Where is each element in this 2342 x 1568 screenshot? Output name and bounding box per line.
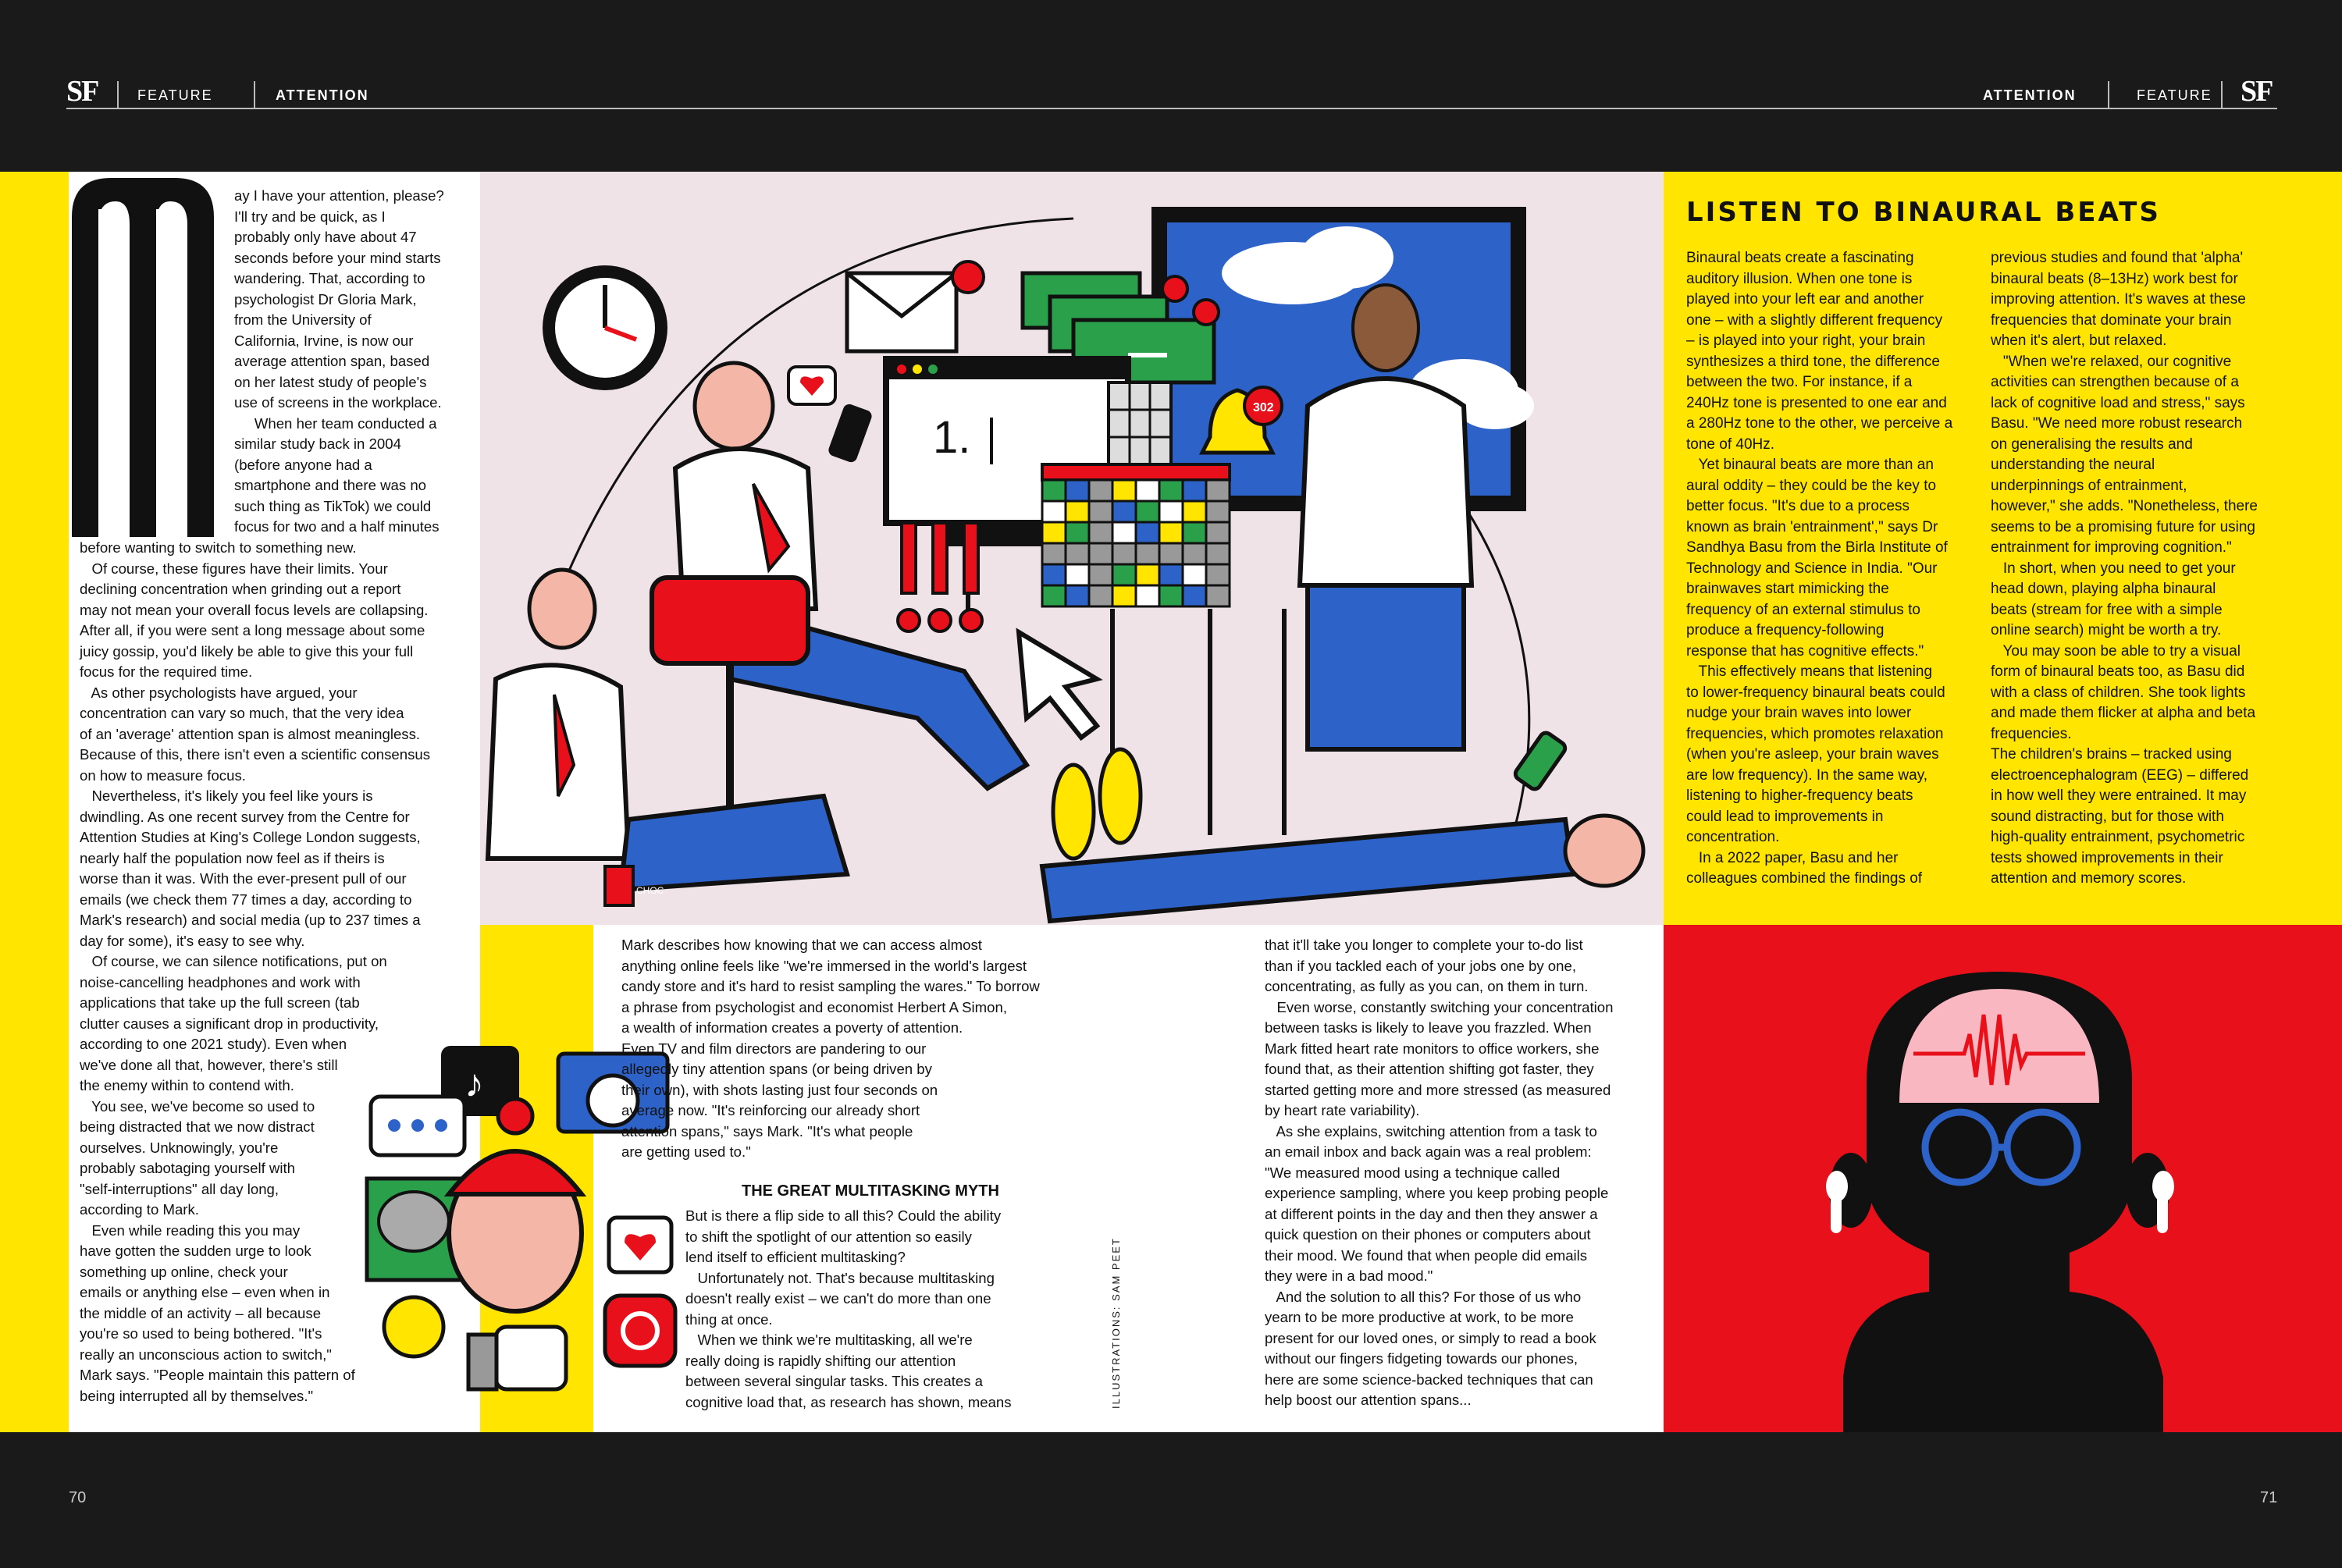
calendar-cell bbox=[1112, 480, 1136, 501]
text-line: average now. "It's reinforcing our already short bbox=[621, 1102, 920, 1118]
calendar-cell bbox=[1206, 543, 1230, 564]
calendar-cell bbox=[1066, 480, 1089, 501]
lying-man bbox=[1042, 731, 1643, 921]
text-line: known as brain 'entrainment'," says Dr bbox=[1686, 518, 1938, 535]
text-line: juicy gossip, you'd likely be able to give this your full bbox=[80, 642, 414, 660]
text-line: Mark's research) and social media (up to 237 times a bbox=[80, 912, 421, 928]
text-line: Even TV and film directors are pandering to our bbox=[621, 1040, 927, 1057]
text-line: at different points in the day and then they answer a bbox=[1265, 1205, 1598, 1222]
text-line: a 280Hz tone to the other, we perceive a bbox=[1686, 415, 1953, 432]
text-line: Mark describes how knowing that we can access almost bbox=[621, 937, 982, 953]
text-line: As she explains, switching attention from a task to bbox=[1265, 1122, 1597, 1140]
snack-label: CHOC bbox=[636, 885, 664, 896]
calendar-cell bbox=[1159, 522, 1183, 543]
text-line: here are some science-backed techniques that can bbox=[1265, 1371, 1593, 1388]
text-line: concentrating, as fully as you can, on them in turn. bbox=[1265, 978, 1589, 994]
calendar-cell bbox=[1206, 480, 1230, 501]
text-line: something up online, check your bbox=[80, 1263, 288, 1280]
calendar-cell bbox=[1206, 522, 1230, 543]
text-line: Yet binaural beats are more than an bbox=[1686, 457, 1934, 473]
text-line: help boost our attention spans... bbox=[1265, 1392, 1472, 1408]
text-line: yearn to be more productive at work, to be more bbox=[1265, 1309, 1574, 1325]
calendar-cell bbox=[1136, 564, 1159, 585]
text-line: tone of 40Hz. bbox=[1686, 436, 1775, 453]
text-line: You see, we've become so used to bbox=[80, 1097, 315, 1115]
text-line: the enemy within to contend with. bbox=[80, 1077, 294, 1093]
text-line: sound distracting, but for those with bbox=[1991, 808, 2224, 825]
instagram-icon bbox=[605, 1296, 675, 1366]
text-line: one – with a slightly different frequency bbox=[1686, 311, 1943, 329]
office-scene-illustration bbox=[480, 172, 1664, 925]
calendar-cell bbox=[1136, 522, 1159, 543]
text-line: (before anyone had a bbox=[234, 456, 372, 473]
text-line: colleagues combined the findings of bbox=[1686, 870, 1923, 887]
text-line: auditory illusion. When one tone is bbox=[1686, 270, 1913, 287]
calendar-cell bbox=[1183, 543, 1206, 564]
text-line: Of course, these figures have their limits. Your bbox=[80, 560, 388, 577]
chat-bubble-icon bbox=[371, 1097, 464, 1155]
text-line: a wealth of information creates a poverty of attention. bbox=[621, 1019, 963, 1036]
text-line: synthesizes a third tone, the difference bbox=[1686, 353, 1940, 370]
calendar-cell bbox=[1183, 480, 1206, 501]
text-line: "We measured mood using a technique called bbox=[1265, 1164, 1561, 1181]
text-line: When we think we're multitasking, all we're bbox=[685, 1332, 973, 1348]
text-line: a phrase from psychologist and economist Herbert A Simon, bbox=[621, 998, 1008, 1015]
text-line: have gotten the sudden urge to look bbox=[80, 1243, 311, 1259]
text-line: attention spans," says Mark. "It's what people bbox=[621, 1122, 913, 1140]
section-label-left: FEATURE bbox=[137, 87, 213, 103]
text-line: probably only have about 47 bbox=[234, 229, 417, 245]
text-line: electroencephalogram (EEG) – differed bbox=[1991, 766, 2249, 784]
dropcap-letter: M bbox=[72, 178, 73, 179]
text-line: high-quality entrainment, psychometric bbox=[1991, 829, 2245, 845]
calendar-cell bbox=[1112, 543, 1136, 564]
cursor-icon bbox=[1019, 632, 1097, 738]
calendar-cell bbox=[1206, 501, 1230, 522]
text-line: brainwaves start mimicking the bbox=[1686, 581, 1889, 597]
text-line: to lower-frequency binaural beats could bbox=[1686, 684, 1945, 701]
calendar-cell bbox=[1066, 564, 1089, 585]
text-line: an email inbox and back again was a real problem: bbox=[1265, 1143, 1592, 1160]
text-line: without our fingers fidgeting towards our phones, bbox=[1265, 1350, 1579, 1367]
calendar-cell bbox=[1183, 585, 1206, 606]
calendar-grid bbox=[1042, 464, 1230, 606]
text-line: emails (we check them 77 times a day, according to bbox=[80, 891, 412, 908]
boxout-col-b bbox=[1991, 248, 2258, 890]
calendar-cell bbox=[1159, 585, 1183, 606]
text-line: on how to measure focus. bbox=[80, 766, 246, 784]
calendar-cell bbox=[1089, 543, 1112, 564]
text-line: their mood. We found that when people did emails bbox=[1265, 1246, 1588, 1264]
text-line: response that has cognitive effects." bbox=[1686, 642, 1924, 660]
text-line: Sandhya Basu from the Birla Institute of bbox=[1686, 539, 1948, 556]
calendar-cell bbox=[1159, 564, 1183, 585]
text-line: when it's alert, but relaxed. bbox=[1991, 332, 2167, 349]
text-line: Technology and Science in India. "Our bbox=[1686, 560, 1938, 577]
calendar-cell bbox=[1159, 480, 1183, 501]
text-line: nearly half the population now feel as if theirs is bbox=[80, 849, 385, 866]
text-line: "When we're relaxed, our cognitive bbox=[1991, 353, 2232, 370]
text-line: ay I have your attention, please? bbox=[234, 187, 444, 204]
text-line: clutter causes a significant drop in productivity, bbox=[80, 1015, 379, 1032]
calendar-cell bbox=[1089, 501, 1112, 522]
text-line: by heart rate variability). bbox=[1265, 1102, 1420, 1118]
text-line: improving attention. It's waves at these bbox=[1991, 291, 2246, 308]
text-line: focus for the required time. bbox=[80, 663, 253, 680]
text-line: according to one 2021 study). Even when bbox=[80, 1036, 347, 1052]
text-line: between several singular tasks. This creates a bbox=[685, 1373, 984, 1389]
calendar-cell bbox=[1112, 522, 1136, 543]
text-line: previous studies and found that 'alpha' bbox=[1991, 250, 2244, 266]
text-line: In short, when you need to get your bbox=[1991, 560, 2236, 577]
subhead-multitasking: THE GREAT MULTITASKING MYTH bbox=[742, 1182, 999, 1200]
calendar-cell bbox=[1136, 543, 1159, 564]
article-col2 bbox=[621, 935, 1040, 1163]
header-divider bbox=[254, 81, 255, 108]
text-line: Even worse, constantly switching your concentration bbox=[1265, 998, 1614, 1015]
text-line: quick question on their phones or computers about bbox=[1265, 1226, 1591, 1243]
text-line: frequency of an external stimulus to bbox=[1686, 601, 1920, 618]
calendar-cell bbox=[1042, 585, 1066, 606]
text-line: their own), with shots lasting just four seconds on bbox=[621, 1081, 938, 1098]
thumbs-up-icon bbox=[468, 1327, 566, 1389]
text-line: such thing as TikTok) we could bbox=[234, 497, 432, 514]
text-line: nudge your brain waves into lower bbox=[1686, 705, 1912, 721]
text-line: focus for two and a half minutes bbox=[234, 518, 440, 535]
calendar-cell bbox=[1136, 585, 1159, 606]
text-line: You may soon be able to try a visual bbox=[1991, 642, 2241, 660]
logo-left: SF bbox=[66, 75, 98, 108]
text-line: This effectively means that listening bbox=[1686, 663, 1933, 680]
calendar-cell bbox=[1042, 480, 1066, 501]
text-line: between tasks is likely to leave you frazzled. When bbox=[1265, 1019, 1592, 1036]
text-line: may not mean your overall focus levels are collapsing. bbox=[80, 601, 429, 618]
calendar-cell bbox=[1089, 564, 1112, 585]
heart-bubble-icon bbox=[609, 1218, 671, 1272]
text-line: day for some), it's easy to see why. bbox=[80, 932, 305, 949]
text-line: really an unconscious action to switch," bbox=[80, 1346, 332, 1363]
text-line: frequencies, which promotes relaxation bbox=[1686, 725, 1944, 742]
text-line: you're so used to being bothered. "It's bbox=[80, 1325, 322, 1342]
left-yellow-strip bbox=[0, 172, 69, 1432]
text-line: aural oddity – they could be the key to bbox=[1686, 477, 1937, 494]
article-col1-top bbox=[234, 186, 444, 538]
envelope-icon bbox=[847, 261, 984, 351]
text-line: applications that take up the full screen (tab bbox=[80, 994, 360, 1011]
text-line: Basu. "We need more robust research bbox=[1991, 415, 2243, 432]
text-line: cognitive load that, as research has shown, means bbox=[685, 1393, 1012, 1410]
calendar-cell bbox=[1183, 564, 1206, 585]
text-line: they were in a bad mood." bbox=[1265, 1268, 1433, 1284]
text-line: I'll try and be quick, as I bbox=[234, 208, 386, 225]
text-line: thing at once. bbox=[685, 1310, 773, 1328]
text-line: (when you're asleep, your brain waves bbox=[1686, 746, 1939, 763]
calendar-cell bbox=[1159, 501, 1183, 522]
listener-illustration bbox=[1664, 925, 2342, 1432]
calendar-cell bbox=[1089, 522, 1112, 543]
text-line: declining concentration when grinding out a report bbox=[80, 581, 401, 597]
exclamation-marks bbox=[898, 523, 982, 631]
page-number-left: 70 bbox=[69, 1489, 87, 1506]
header-divider bbox=[2221, 81, 2223, 108]
text-line: worse than it was. With the ever-present pull of our bbox=[80, 870, 407, 887]
text-line: Because of this, there isn't even a scientific consensus bbox=[80, 746, 431, 763]
calendar-cell bbox=[1136, 501, 1159, 522]
boxout-title: LISTEN TO BINAURAL BEATS bbox=[1686, 197, 2161, 228]
calendar-cell bbox=[1042, 501, 1066, 522]
header-rule bbox=[66, 108, 2277, 109]
logo-right: SF bbox=[2241, 75, 2273, 108]
text-line: emails or anything else – even when in bbox=[80, 1284, 330, 1300]
text-line: smartphone and there was no bbox=[234, 477, 427, 493]
text-line: from the University of bbox=[234, 311, 372, 328]
text-line: being interrupted all by themselves." bbox=[80, 1387, 314, 1404]
text-line: understanding the neural bbox=[1991, 457, 2155, 473]
section-label-right: FEATURE bbox=[2137, 87, 2212, 103]
text-line: found that, as their attention shifting got faster, they bbox=[1265, 1061, 1594, 1077]
text-line: really doing is rapidly shifting our attention bbox=[685, 1352, 956, 1369]
clock-icon bbox=[543, 265, 667, 390]
text-line: however," she adds. "Nonetheless, there bbox=[1991, 498, 2258, 514]
text-line: psychologist Dr Gloria Mark, bbox=[234, 290, 417, 308]
text-line: dwindling. As one recent survey from the Centre for bbox=[80, 808, 410, 825]
text-line: in how well they were entrained. It may bbox=[1991, 788, 2247, 804]
text-line: with a class of children. She took lights bbox=[1991, 684, 2246, 701]
text-line: entrainment for improving cognition." bbox=[1991, 539, 2232, 556]
text-line: California, Irvine, is now our bbox=[234, 332, 414, 349]
dropcap-m bbox=[72, 178, 214, 537]
text-line: seconds before your mind starts bbox=[234, 249, 441, 266]
text-line: 240Hz tone is presented to one ear and bbox=[1686, 394, 1947, 411]
text-line: probably sabotaging yourself with bbox=[80, 1160, 295, 1176]
text-line: played into your left ear and another bbox=[1686, 291, 1924, 308]
text-line: present for our loved ones, or simply to read a book bbox=[1265, 1329, 1596, 1346]
article-col3 bbox=[1265, 935, 1613, 1411]
text-line: concentration can vary so much, that the very idea bbox=[80, 705, 404, 721]
article-col2-b bbox=[685, 1206, 1012, 1413]
text-line: similar study back in 2004 bbox=[234, 436, 401, 452]
calendar-cell bbox=[1136, 480, 1159, 501]
text-line: between the two. For instance, if a bbox=[1686, 374, 1913, 390]
text-line: allegedly tiny attention spans (or being driven by bbox=[621, 1061, 932, 1077]
text-line: than if you tackled each of your jobs one by one, bbox=[1265, 957, 1576, 974]
bell-badge-count: 302 bbox=[1253, 401, 1274, 414]
text-line: frequencies. bbox=[1991, 725, 2072, 742]
calendar-cell bbox=[1089, 585, 1112, 606]
text-line: we've done all that, however, there's still bbox=[80, 1056, 338, 1073]
text-line: produce a frequency-following bbox=[1686, 622, 1885, 638]
calendar-cell bbox=[1206, 585, 1230, 606]
illustration-credit: ILLUSTRATIONS: SAM PEET bbox=[1110, 1237, 1122, 1409]
calendar-cell bbox=[1066, 522, 1089, 543]
text-line: use of screens in the workplace. bbox=[234, 394, 442, 411]
text-line: Unfortunately not. That's because multitasking bbox=[685, 1269, 995, 1286]
calendar-cell bbox=[1042, 564, 1066, 585]
text-line: the middle of an activity – all because bbox=[80, 1304, 322, 1321]
text-line: form of binaural beats too, as Basu did bbox=[1991, 663, 2245, 680]
calendar-cell bbox=[1089, 480, 1112, 501]
text-line: wandering. That, according to bbox=[234, 270, 425, 286]
topic-label-left: ATTENTION bbox=[276, 87, 369, 103]
text-line: But is there a flip side to all this? Could the ability bbox=[685, 1207, 1002, 1224]
text-line: noise-cancelling headphones and work with bbox=[80, 973, 361, 990]
text-line: before wanting to switch to something new. bbox=[80, 539, 357, 556]
text-line: could lead to improvements in bbox=[1686, 808, 1884, 825]
text-line: online search) might be worth a try. bbox=[1991, 622, 2222, 638]
text-line: activities can strengthen because of a bbox=[1991, 374, 2239, 390]
text-line: Mark says. "People maintain this pattern of bbox=[80, 1367, 355, 1383]
text-line: Mark fitted heart rate monitors to office workers, she bbox=[1265, 1040, 1600, 1057]
text-line: The children's brains – tracked using bbox=[1991, 746, 2232, 763]
calendar-cell bbox=[1112, 501, 1136, 522]
emoji-icon bbox=[384, 1297, 443, 1356]
text-line: binaural beats (8–13Hz) work best for bbox=[1991, 270, 2238, 287]
svg-text:♪: ♪ bbox=[464, 1061, 484, 1105]
text-line: listening to higher-frequency beats bbox=[1686, 788, 1913, 804]
text-line: attention and memory scores. bbox=[1991, 870, 2187, 887]
text-line: Of course, we can silence notifications, put on bbox=[80, 953, 387, 969]
text-line: lend itself to efficient multitasking? bbox=[685, 1249, 906, 1265]
text-line: Nevertheless, it's likely you feel like yours is bbox=[80, 788, 373, 804]
calendar-cell bbox=[1042, 522, 1066, 543]
text-line: tests showed improvements in their bbox=[1991, 849, 2223, 866]
text-line: anything online feels like "we're immersed in the world's largest bbox=[621, 957, 1027, 974]
text-line: concentration. bbox=[1686, 829, 1780, 845]
text-line: average attention span, based bbox=[234, 353, 430, 369]
text-line: are low frequency). In the same way, bbox=[1686, 766, 1928, 784]
text-line: to shift the spotlight of our attention so easily bbox=[685, 1228, 972, 1245]
text-line: frequencies that dominate your brain bbox=[1991, 311, 2232, 329]
text-line: are getting used to." bbox=[621, 1143, 751, 1160]
text-line: – is played into your right, your brain bbox=[1686, 332, 1926, 349]
text-line: of an 'average' attention span is almost meaningless. bbox=[80, 725, 421, 742]
text-line: Attention Studies at King's College London suggests, bbox=[80, 829, 421, 845]
text-line: And the solution to all this? For those of us who bbox=[1265, 1288, 1582, 1305]
calendar-cell bbox=[1066, 543, 1089, 564]
text-line: Even while reading this you may bbox=[80, 1221, 301, 1239]
calendar-cell bbox=[1183, 501, 1206, 522]
text-line: and made them flicker at alpha and beta bbox=[1991, 705, 2256, 721]
topic-label-right: ATTENTION bbox=[1983, 87, 2077, 103]
text-line: on her latest study of people's bbox=[234, 373, 427, 390]
text-line: being distracted that we now distract bbox=[80, 1118, 315, 1135]
text-line: according to Mark. bbox=[80, 1201, 199, 1218]
text-line: After all, if you were sent a long message about some bbox=[80, 622, 425, 638]
text-line: better focus. "It's due to a process bbox=[1686, 498, 1910, 514]
text-line: "self-interruptions" all day long, bbox=[80, 1180, 279, 1197]
calendar-cell bbox=[1066, 585, 1089, 606]
monitor-text: 1. bbox=[933, 412, 971, 463]
page-number-right: 71 bbox=[2260, 1489, 2278, 1506]
text-line: underpinnings of entrainment, bbox=[1991, 477, 2187, 494]
header-divider bbox=[117, 81, 119, 108]
text-line: head down, playing alpha binaural bbox=[1991, 581, 2216, 597]
calendar-cell bbox=[1183, 522, 1206, 543]
text-line: that it'll take you longer to complete your to-do list bbox=[1265, 937, 1583, 953]
calendar-cell bbox=[1112, 585, 1136, 606]
text-line: started getting more and more stressed (as measured bbox=[1265, 1081, 1611, 1098]
calendar-cell bbox=[1206, 564, 1230, 585]
heart-bubble-icon bbox=[788, 367, 835, 404]
header-divider bbox=[2108, 81, 2109, 108]
calendar-cell bbox=[1042, 543, 1066, 564]
text-line: As other psychologists have argued, your bbox=[80, 684, 358, 701]
text-line: on generalising the results and bbox=[1991, 436, 2193, 453]
calendar-cell bbox=[1159, 543, 1183, 564]
boxout-col-a bbox=[1686, 248, 1952, 890]
calendar-cell bbox=[1066, 501, 1089, 522]
calendar-cell bbox=[1112, 564, 1136, 585]
text-line: Binaural beats create a fascinating bbox=[1686, 250, 1914, 266]
text-line: When her team conducted a bbox=[234, 414, 437, 432]
text-line: doesn't really exist – we can't do more than one bbox=[685, 1290, 991, 1307]
text-line: lack of cognitive load and stress," says bbox=[1991, 394, 2245, 411]
text-line: In a 2022 paper, Basu and her bbox=[1686, 849, 1899, 866]
text-line: beats (stream for free with a simple bbox=[1991, 601, 2223, 618]
text-line: seems to be a promising future for using bbox=[1991, 518, 2256, 535]
text-line: candy store and it's hard to resist sampling the wares." To borrow bbox=[621, 978, 1040, 994]
text-line: experience sampling, where you keep probing people bbox=[1265, 1185, 1609, 1201]
text-line: ourselves. Unknowingly, you're bbox=[80, 1139, 279, 1156]
